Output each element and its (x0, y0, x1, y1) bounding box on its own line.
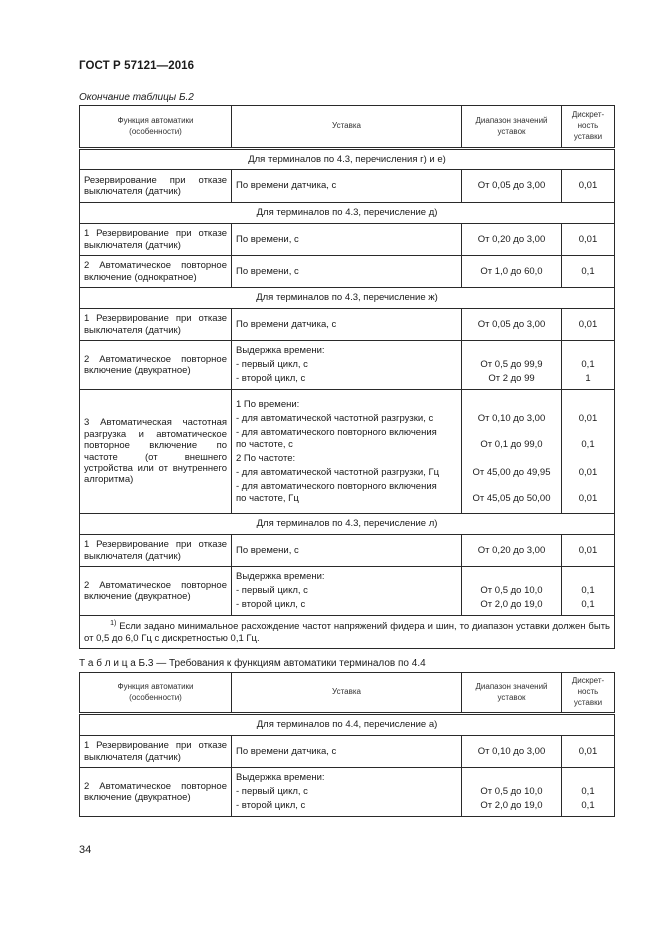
table-row: 1 Резервирование при отказе выключателя (датчик) По времени датчика, с От 0,05 до 3,00 0,01 (80, 309, 615, 341)
table-b3-caption: Т а б л и ц а Б.3 — Требования к функциям автоматики терминалов по 4.4 (79, 658, 426, 669)
section-row: Для терминалов по 4.3, перечисление д) (80, 203, 615, 224)
col-header-setting: Уставка (232, 673, 462, 713)
col-header-discreteness: Дискрет- ность уставки (562, 673, 615, 713)
table-row: 1 Резервирование при отказе выключателя (датчик) По времени, с От 0,20 до 3,00 0,01 (80, 224, 615, 256)
section-row: Для терминалов по 4.4, перечисление а) (80, 715, 615, 736)
section-row: Для терминалов по 4.3, перечисление л) (80, 514, 615, 535)
table-b3 (79, 672, 615, 817)
table-b2 (79, 105, 615, 649)
table-row: 2 Автоматическое повторное включение (двукратное) Выдержка времени: - первый цикл, с - второй цикл, с От 0,5 до 10,0 От 2,0 до 19,0 0,1 0,1 (80, 567, 615, 616)
table-row: 2 Автоматическое повторное включение (двукратное) Выдержка времени: - первый цикл, с - второй цикл, с От 0,5 до 10,0 От 2,0 до 19,0 0,1 0,1 (80, 768, 615, 817)
section-row: Для терминалов по 4.3, перечисления г) и е) (80, 150, 615, 170)
document-header: ГОСТ Р 57121—2016 (79, 60, 195, 72)
footnote-mark: 1) (110, 619, 117, 627)
table-row: Резервирование при отказе выключателя (датчик) По времени датчика, с От 0,05 до 3,00 0,01 (80, 170, 615, 203)
table-footnote (80, 616, 615, 649)
col-header-function: Функция автоматики (особенности) (80, 673, 232, 713)
col-header-function: Функция автоматики (особенности) (80, 106, 232, 148)
table-row: 3 Автоматическая частотная разгрузка и автоматическое повторное включение по частоте (от внешнего устройства или от внутреннего алгоритма) 1 По времени: - для автоматической частотной разгрузки, с - для автоматического повторного включения по частоте, с 2 По частоте: - для автоматической частотной разгрузки, Гц - для автоматического повторного включения по частоте, Гц От 0,10 до 3,00 От 0,1 до 99,0 От 45,00 до 49,95 От 45,05 до 50,00 0,01 0,1 0,01 0,01 (80, 390, 615, 514)
section-row: Для терминалов по 4.3, перечисление ж) (80, 288, 615, 309)
table-row: 2 Автоматическое повторное включение (двукратное) Выдержка времени: - первый цикл, с - второй цикл, с От 0,5 до 99,9 От 2 до 99 0,1 1 (80, 341, 615, 390)
table-b2-continuation-caption: Окончание таблицы Б.2 (79, 92, 194, 103)
col-header-setting: Уставка (232, 106, 462, 148)
page-number: 34 (79, 844, 92, 856)
table-row: 2 Автоматическое повторное включение (однократное) По времени, с От 1,0 до 60,0 0,1 (80, 256, 615, 288)
table-row: 1 Резервирование при отказе выключателя (датчик) По времени, с От 0,20 до 3,00 0,01 (80, 535, 615, 567)
col-header-range: Диапазон значений уставок (462, 673, 562, 713)
col-header-discreteness: Дискрет- ность уставки (562, 106, 615, 148)
col-header-range: Диапазон значений уставок (462, 106, 562, 148)
footnote-text: Если задано минимальное расхождение частот напряжений фидера и шин, то диапазон уставки должен быть от 0,5 до 6,0 Гц с дискретностью 0,1 Гц. (84, 620, 610, 645)
table-row: 1 Резервирование при отказе выключателя (датчик) По времени датчика, с От 0,10 до 3,00 0,01 (80, 736, 615, 768)
